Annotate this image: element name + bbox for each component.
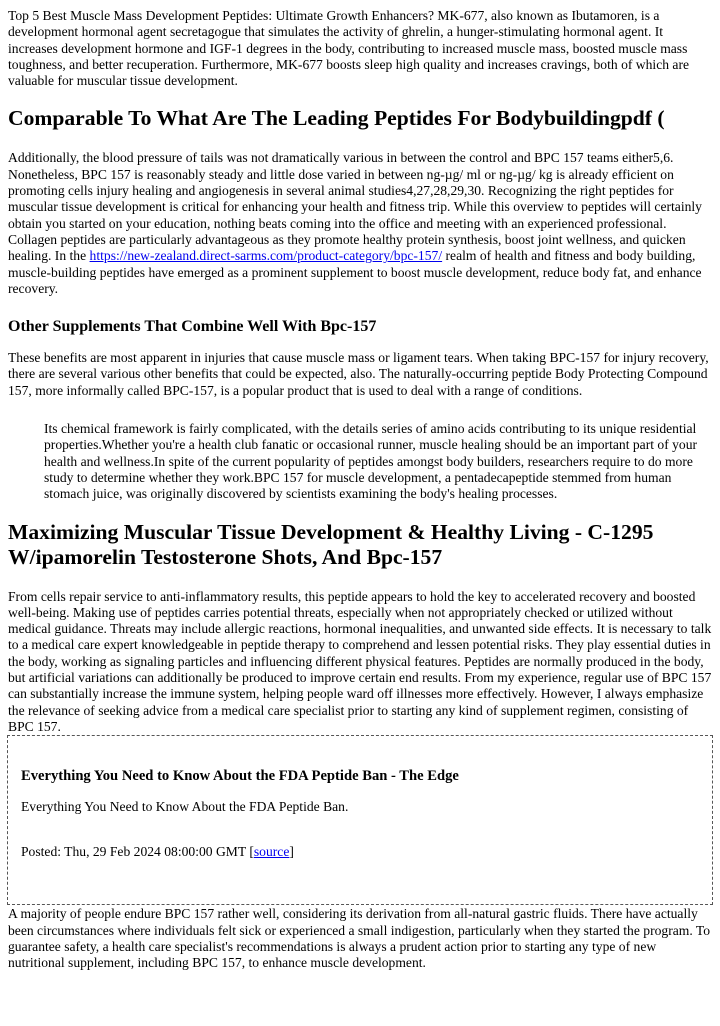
section-heading-leading-peptides: Comparable To What Are The Leading Peptides For Bodybuildingpdf ( <box>8 106 665 131</box>
posted-date-text: Posted: Thu, 29 Feb 2024 08:00:00 GMT [ <box>21 843 254 859</box>
news-card-posted <box>21 844 699 860</box>
intro-paragraph: Top 5 Best Muscle Mass Development Peptides: Ultimate Growth Enhancers? MK-677, also known as Ibutamoren, is a development hormonal agent secretagogue that simulates the activity of ghrelin, a hunger-stimulating hormonal agent. It increases development hormone and IGF-1 degrees in the body, contributing to increased muscle mass, boosted muscle mass toughness, and better recuperation. Furthermore, MK-677 boosts sleep high quality and increases cravings, both of which are valuable for muscular tissue development. <box>8 8 690 89</box>
news-card-description: Everything You Need to Know About the FDA Peptide Ban. <box>21 799 349 815</box>
posted-closing-bracket: ] <box>289 843 294 859</box>
section-paragraph-benefits: These benefits are most apparent in injuries that cause muscle mass or ligament tears. When taking BPC-157 for injury recovery, there are several various other benefits that could be expected, also. The naturally-occurring peptide Body Protecting Compound 157, more informally called BPC-157, is a popular product that is used to deal with a range of conditions. <box>8 350 709 398</box>
closing-paragraph: A majority of people endure BPC 157 rather well, considering its derivation from all-natural gastric fluids. There have actually been circumstances where individuals felt sick or experienced a small indigestion, particularly when they started the program. To guarantee safety, a health care specialist's recommendations is always a prudent action prior to starting any type of new nutritional supplement, including BPC 157, to enhance muscle development. <box>8 906 711 971</box>
blockquote-chemical-framework: Its chemical framework is fairly complicated, with the details series of amino acids contributing to its unique residential properties.Whether you're a health club fanatic or occasional runner, muscle healing should be an important part of your health and wellness.In spite of the current popularity of peptides amongst body builders, researchers require to do more study to determine whether they work.BPC 157 for muscle development, a pentadecapeptide stemmed from human stomach juice, was originally discovered by scientists examining the body's healing processes. <box>44 421 698 502</box>
section-heading-other-supplements: Other Supplements That Combine Well With Bpc-157 <box>8 318 377 336</box>
paragraph-text-after-link: realm of health and fitness and body building, muscle-building peptides have emerged as a prominent supplement to boost muscle development, reduce body fat, and enhance recovery. <box>8 248 702 296</box>
paragraph-text-before-link: Additionally, the blood pressure of tails was not dramatically various in between the control and BPC 157 teams either5,6. Nonetheless, BPC 157 is reasonably steady and little dose varied in between ng-µg/ ml or ng-µg/ kg is already efficient on promoting cells injury healing and angiogenesis in several animal studies4,27,28,29,30. Recognizing the right peptides for muscular tissue development is critical for enhancing your health and fitness trip. While this overview to peptides will certainly obtain you started on your education, nothing beats coming into the office and meeting with an experienced professional. Collagen peptides are particularly advantageous as they promote healthy protein synthesis, boost joint wellness, and quicken healing. In the <box>8 150 702 264</box>
section-paragraph-repair-service: From cells repair service to anti-inflammatory results, this peptide appears to hold the key to accelerated recovery and boosted well-being. Making use of peptides carries potential threats, especially when not appropriately checked or utilized without medical guidance. Threats may include allergic reactions, hormonal inequalities, and unwanted side effects. It is necessary to talk to a medical care expert knowledgeable in peptide therapy to comprehend and lessen potential risks. They play essential duties in the body, working as signaling particles and influencing different physical features. Peptides are normally produced in the body, but artificial variations can additionally be produced to improve certain end results. From my experience, regular use of BPC 157 can substantially increase the immune system, helping people ward off illnesses more effectively. However, I always emphasize the relevance of seeking advice from a medical care specialist prior to starting any kind of supplement regimen, consisting of BPC 157. <box>8 588 712 734</box>
news-card <box>7 735 713 905</box>
news-card-title: Everything You Need to Know About the FDA Peptide Ban - The Edge <box>21 768 459 785</box>
section-heading-maximizing-development: Maximizing Muscular Tissue Development & Healthy Living - C-1295 W/ipamorelin Testosterone Shots, And Bpc-157 <box>8 519 654 569</box>
source-link[interactable]: source <box>253 843 290 859</box>
section-paragraph-bpc157-studies <box>8 150 712 297</box>
article <box>0 8 720 971</box>
bpc157-product-link[interactable]: https://new-zealand.direct-sarms.com/product-category/bpc-157/ <box>89 248 443 264</box>
